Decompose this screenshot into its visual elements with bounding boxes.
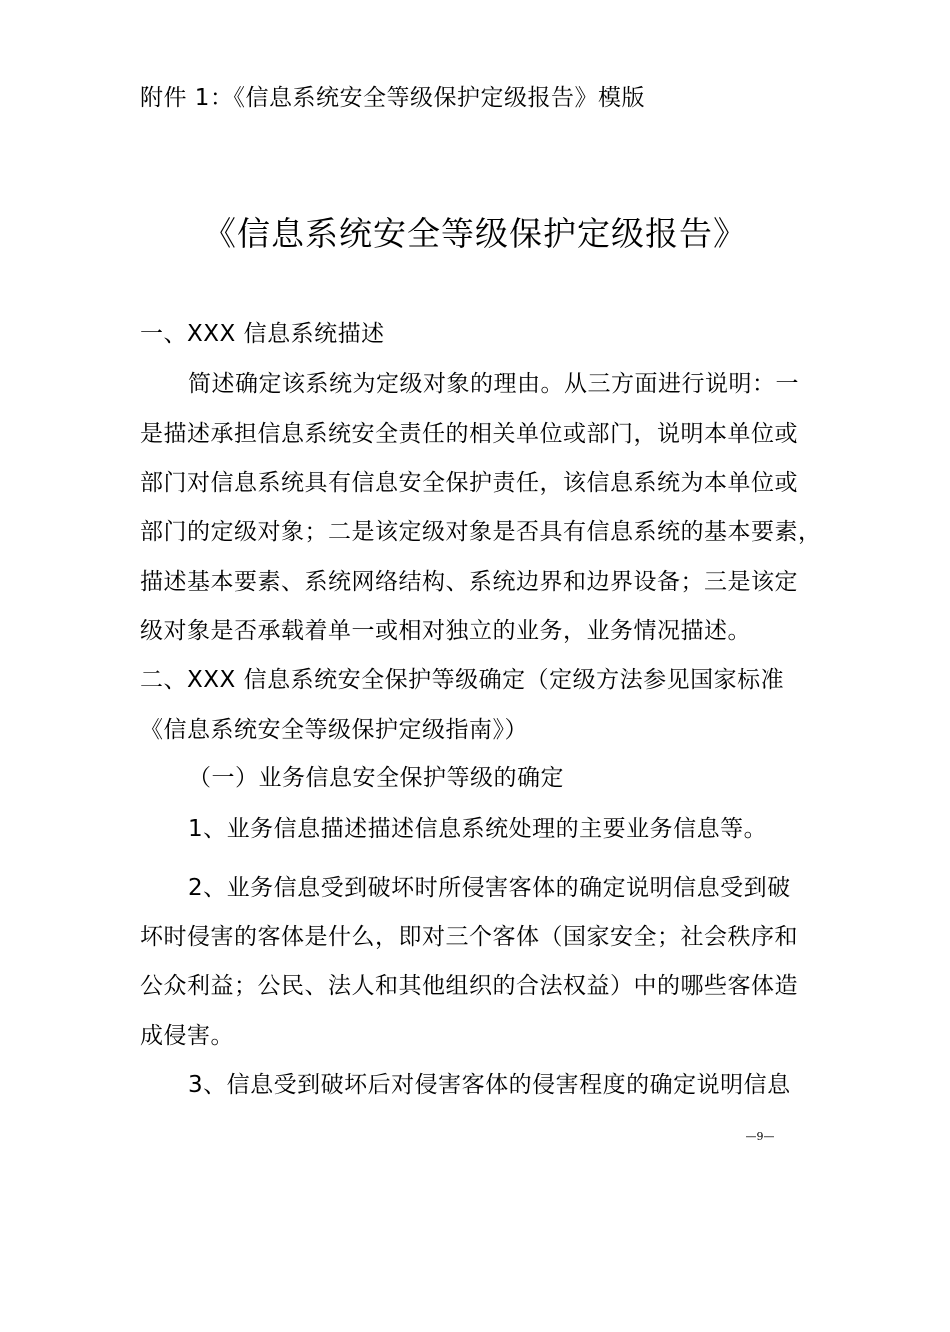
item2-line-1: 2、业务信息受到破坏时所侵害客体的确定说明信息受到破: [188, 875, 791, 901]
section1-paragraph-line-2: 是描述承担信息系统安全责任的相关单位或部门，说明本单位或: [140, 421, 798, 447]
section2-heading-line-1: 二、XXX 信息系统安全保护等级确定（定级方法参见国家标准: [140, 667, 785, 693]
section1-paragraph-line-4: 部门的定级对象；二是该定级对象是否具有信息系统的基本要素，: [140, 519, 822, 545]
item2-line-3: 公众利益；公民、法人和其他组织的合法权益）中的哪些客体造: [140, 973, 798, 999]
section1-paragraph-line-6: 级对象是否承载着单一或相对独立的业务，业务情况描述。: [140, 618, 751, 644]
attachment-heading: 附件 1：《信息系统安全等级保护定级报告》模版: [140, 85, 645, 111]
page-number: —9—: [745, 1130, 775, 1143]
item3-text: 3、信息受到破坏后对侵害客体的侵害程度的确定说明信息: [188, 1072, 791, 1098]
section2-subheading: （一）业务信息安全保护等级的确定: [188, 765, 564, 791]
document-title: 《信息系统安全等级保护定级报告》: [203, 214, 747, 253]
section2-heading-line-2: 《信息系统安全等级保护定级指南》）: [140, 717, 528, 743]
section1-paragraph-line-1: 简述确定该系统为定级对象的理由。从三方面进行说明：一: [188, 371, 799, 397]
section1-paragraph-line-5: 描述基本要素、系统网络结构、系统边界和边界设备；三是该定: [140, 569, 798, 595]
item2-line-2: 坏时侵害的客体是什么，即对三个客体（国家安全；社会秩序和: [140, 924, 798, 950]
item2-line-4: 成侵害。: [140, 1023, 234, 1049]
section1-heading: 一、XXX 信息系统描述: [140, 321, 385, 347]
section1-paragraph-line-3: 部门对信息系统具有信息安全保护责任，该信息系统为本单位或: [140, 470, 798, 496]
item1-text: 1、业务信息描述描述信息系统处理的主要业务信息等。: [188, 816, 768, 842]
